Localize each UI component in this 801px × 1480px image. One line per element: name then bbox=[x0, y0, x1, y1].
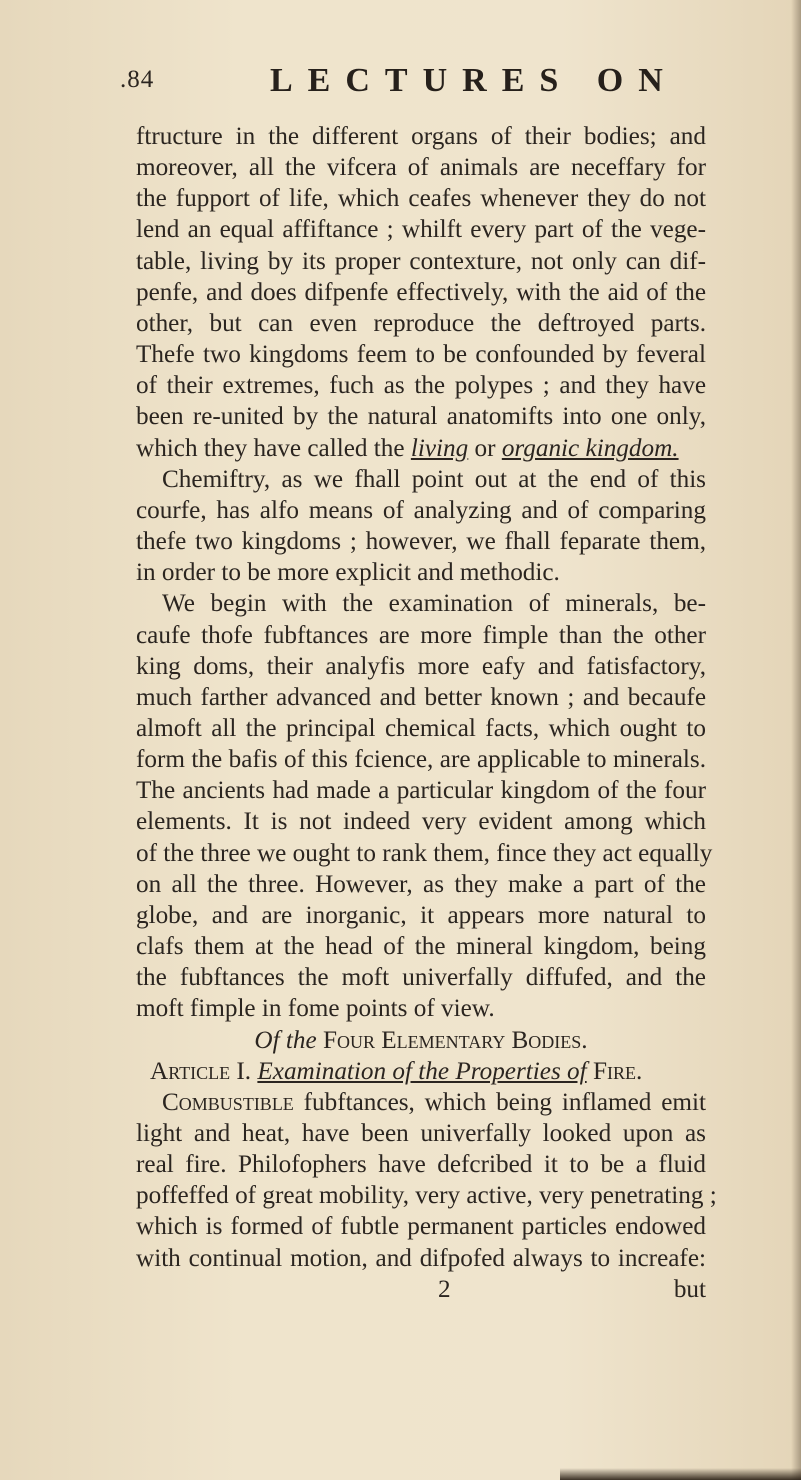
text-line: Thefe two kingdoms feem to be confounded by feveral bbox=[136, 341, 706, 369]
paragraph-3 bbox=[136, 588, 713, 1024]
article-title: Examination of the Properties of bbox=[257, 1057, 587, 1085]
text-line bbox=[136, 433, 706, 464]
emphasis-living: living bbox=[410, 434, 469, 462]
paragraph-1 bbox=[136, 121, 706, 464]
text-line: moft fimple in fome points of view. bbox=[136, 995, 495, 1023]
text-line: clafs them at the head of the mineral kingdom, being bbox=[136, 933, 706, 961]
section-heading bbox=[136, 1025, 706, 1056]
page-header bbox=[120, 62, 740, 102]
text-line: king doms, their analyfis more eafy and fatisfactory, bbox=[136, 652, 706, 680]
text-line: The ancients had made a particular kingdom of the four bbox=[136, 777, 706, 805]
text-line: ftructure in the different organs of their bodies; and bbox=[136, 123, 706, 150]
text-line: light and heat, have been univerfally looked upon as bbox=[136, 1120, 706, 1147]
text-line: courfe, has alfo means of analyzing and of comparing bbox=[136, 496, 706, 524]
text-line: real fire. Philofophers have defcribed it to be a fluid bbox=[136, 1151, 706, 1179]
text-line: in order to be more explicit and methodic. bbox=[136, 559, 560, 587]
text-line: Chemiftry, as we fhall point out at the end of this bbox=[162, 465, 706, 493]
text-line: of the three we ought to rank them, fince they act equally bbox=[136, 839, 713, 867]
first-word: Combustible bbox=[162, 1088, 294, 1116]
page-footer bbox=[136, 1274, 706, 1305]
text-line: lend an equal affiftance ; whilft every part of the vege- bbox=[136, 216, 706, 244]
page-number: .84 bbox=[120, 66, 155, 93]
text-line: poffeffed of great mobility, very active, very penetrating ; bbox=[136, 1182, 717, 1210]
text-line: been re-united by the natural anatomifts into one only, bbox=[136, 403, 706, 431]
text-line: form the bafis of this fcience, are applicable to minerals. bbox=[136, 746, 706, 774]
text-line: other, but can even reproduce the deftroyed parts. bbox=[136, 309, 706, 337]
article-label: Article I. bbox=[150, 1057, 252, 1085]
signature-mark: 2 bbox=[438, 1275, 451, 1303]
body-text bbox=[136, 121, 717, 1305]
page-edge-shadow bbox=[791, 0, 801, 1480]
text-fragment: fubftances, which being inflamed emit bbox=[293, 1088, 706, 1116]
text-fragment: which they have called the bbox=[136, 434, 411, 462]
text-line: elements. It is not indeed very evident among which bbox=[136, 808, 706, 836]
article-heading bbox=[136, 1056, 706, 1087]
catchword: but bbox=[673, 1275, 706, 1303]
section-heading-title: Four Elementary Bodies. bbox=[322, 1026, 588, 1054]
page-bottom-shadow bbox=[560, 1468, 801, 1480]
article-title-fire: Fire. bbox=[592, 1057, 643, 1085]
section-heading-of-the: Of the bbox=[254, 1026, 317, 1054]
text-line: almoft all the principal chemical facts, which ought to bbox=[136, 714, 706, 742]
text-line: the fupport of life, which ceafes whenever they do not bbox=[136, 185, 706, 213]
text-line: of their extremes, fuch as the polypes ; and they have bbox=[136, 372, 706, 400]
text-line: thefe two kingdoms ; however, we fhall feparate them, bbox=[136, 528, 706, 556]
paragraph-2 bbox=[136, 464, 706, 589]
running-head: LECTURES ON bbox=[270, 62, 678, 99]
text-line: moreover, all the vifcera of animals are neceffary for bbox=[136, 154, 706, 182]
emphasis-organic-kingdom: organic kingdom. bbox=[501, 434, 679, 462]
article-paragraph bbox=[136, 1087, 717, 1274]
text-line: caufe thofe fubftances are more fimple than the other bbox=[136, 621, 706, 649]
text-line: on all the three. However, as they make a part of the bbox=[136, 870, 706, 898]
text-line: the fubftances the moft univerfally diffufed, and the bbox=[136, 964, 706, 992]
text-line: globe, and are inorganic, it appears more natural to bbox=[136, 901, 706, 929]
text-fragment: or bbox=[468, 434, 502, 462]
text-line: We begin with the examination of minerals, be- bbox=[162, 590, 706, 618]
text-line: table, living by its proper contexture, not only can dif- bbox=[136, 247, 706, 275]
text-line: which is formed of fubtle permanent particles endowed bbox=[136, 1213, 706, 1241]
text-line bbox=[136, 1087, 706, 1118]
text-line: penfe, and does difpenfe effectively, with the aid of the bbox=[136, 278, 706, 306]
text-line: with continual motion, and difpofed always to increafe: bbox=[136, 1244, 706, 1272]
text-line: much farther advanced and better known ; and becaufe bbox=[136, 683, 706, 711]
